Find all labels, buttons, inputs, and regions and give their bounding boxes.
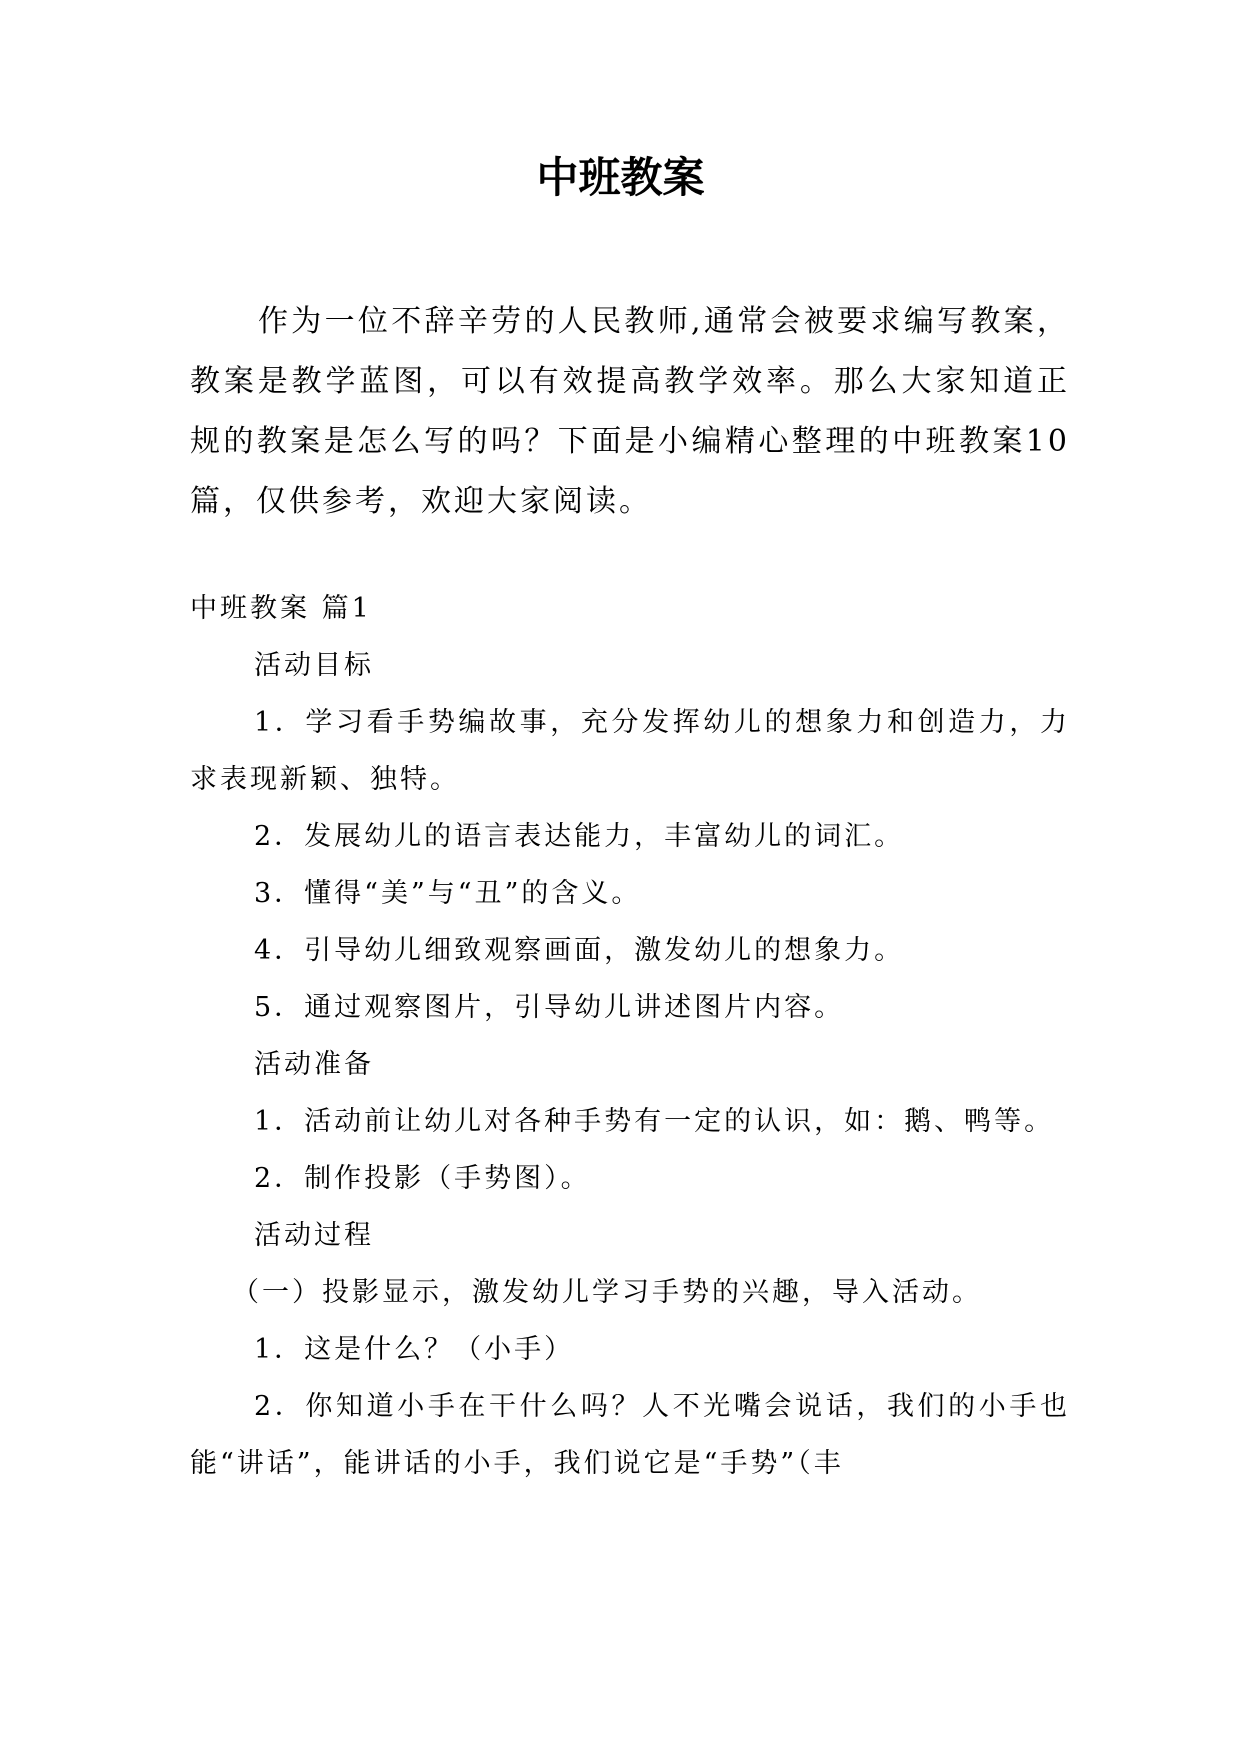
lesson-plan-body: [190, 580, 1070, 1492]
section-title: 中班教案 篇1: [190, 593, 372, 624]
process-item: 2．你知道小手在干什么吗？人不光嘴会说话，我们的小手也能“讲话”，能讲话的小手，我们说它是“手势”（丰: [190, 1391, 1070, 1479]
prep-heading: 活动准备: [254, 1049, 374, 1080]
intro-paragraph: 作为一位不辞辛劳的人民教师,通常会被要求编写教案，教案是教学蓝图，可以有效提高教学效率。那么大家知道正规的教案是怎么写的吗？下面是小编精心整理的中班教案10篇，仅供参考，欢迎大家阅读。: [190, 304, 1070, 519]
process-step: （一）投影显示，激发幼儿学习手势的兴趣，导入活动。: [232, 1277, 982, 1308]
goals-heading: 活动目标: [254, 650, 374, 681]
prep-item: 1．活动前让幼儿对各种手势有一定的认识，如：鹅、鸭等。: [254, 1106, 1055, 1137]
goal-item: 2．发展幼儿的语言表达能力，丰富幼儿的词汇。: [254, 821, 905, 852]
process-heading: 活动过程: [254, 1220, 374, 1251]
goal-item: 1．学习看手势编故事，充分发挥幼儿的想象力和创造力，力求表现新颖、独特。: [190, 707, 1070, 795]
document-title: 中班教案: [536, 153, 705, 202]
prep-item: 2．制作投影（手势图）。: [254, 1163, 591, 1194]
goal-item: 3．懂得“美”与“丑”的含义。: [254, 878, 642, 909]
goal-item: 4．引导幼儿细致观察画面，激发幼儿的想象力。: [254, 935, 905, 966]
goal-item: 5．通过观察图片，引导幼儿讲述图片内容。: [254, 992, 845, 1023]
process-item: 1．这是什么？（小手）: [254, 1334, 575, 1365]
